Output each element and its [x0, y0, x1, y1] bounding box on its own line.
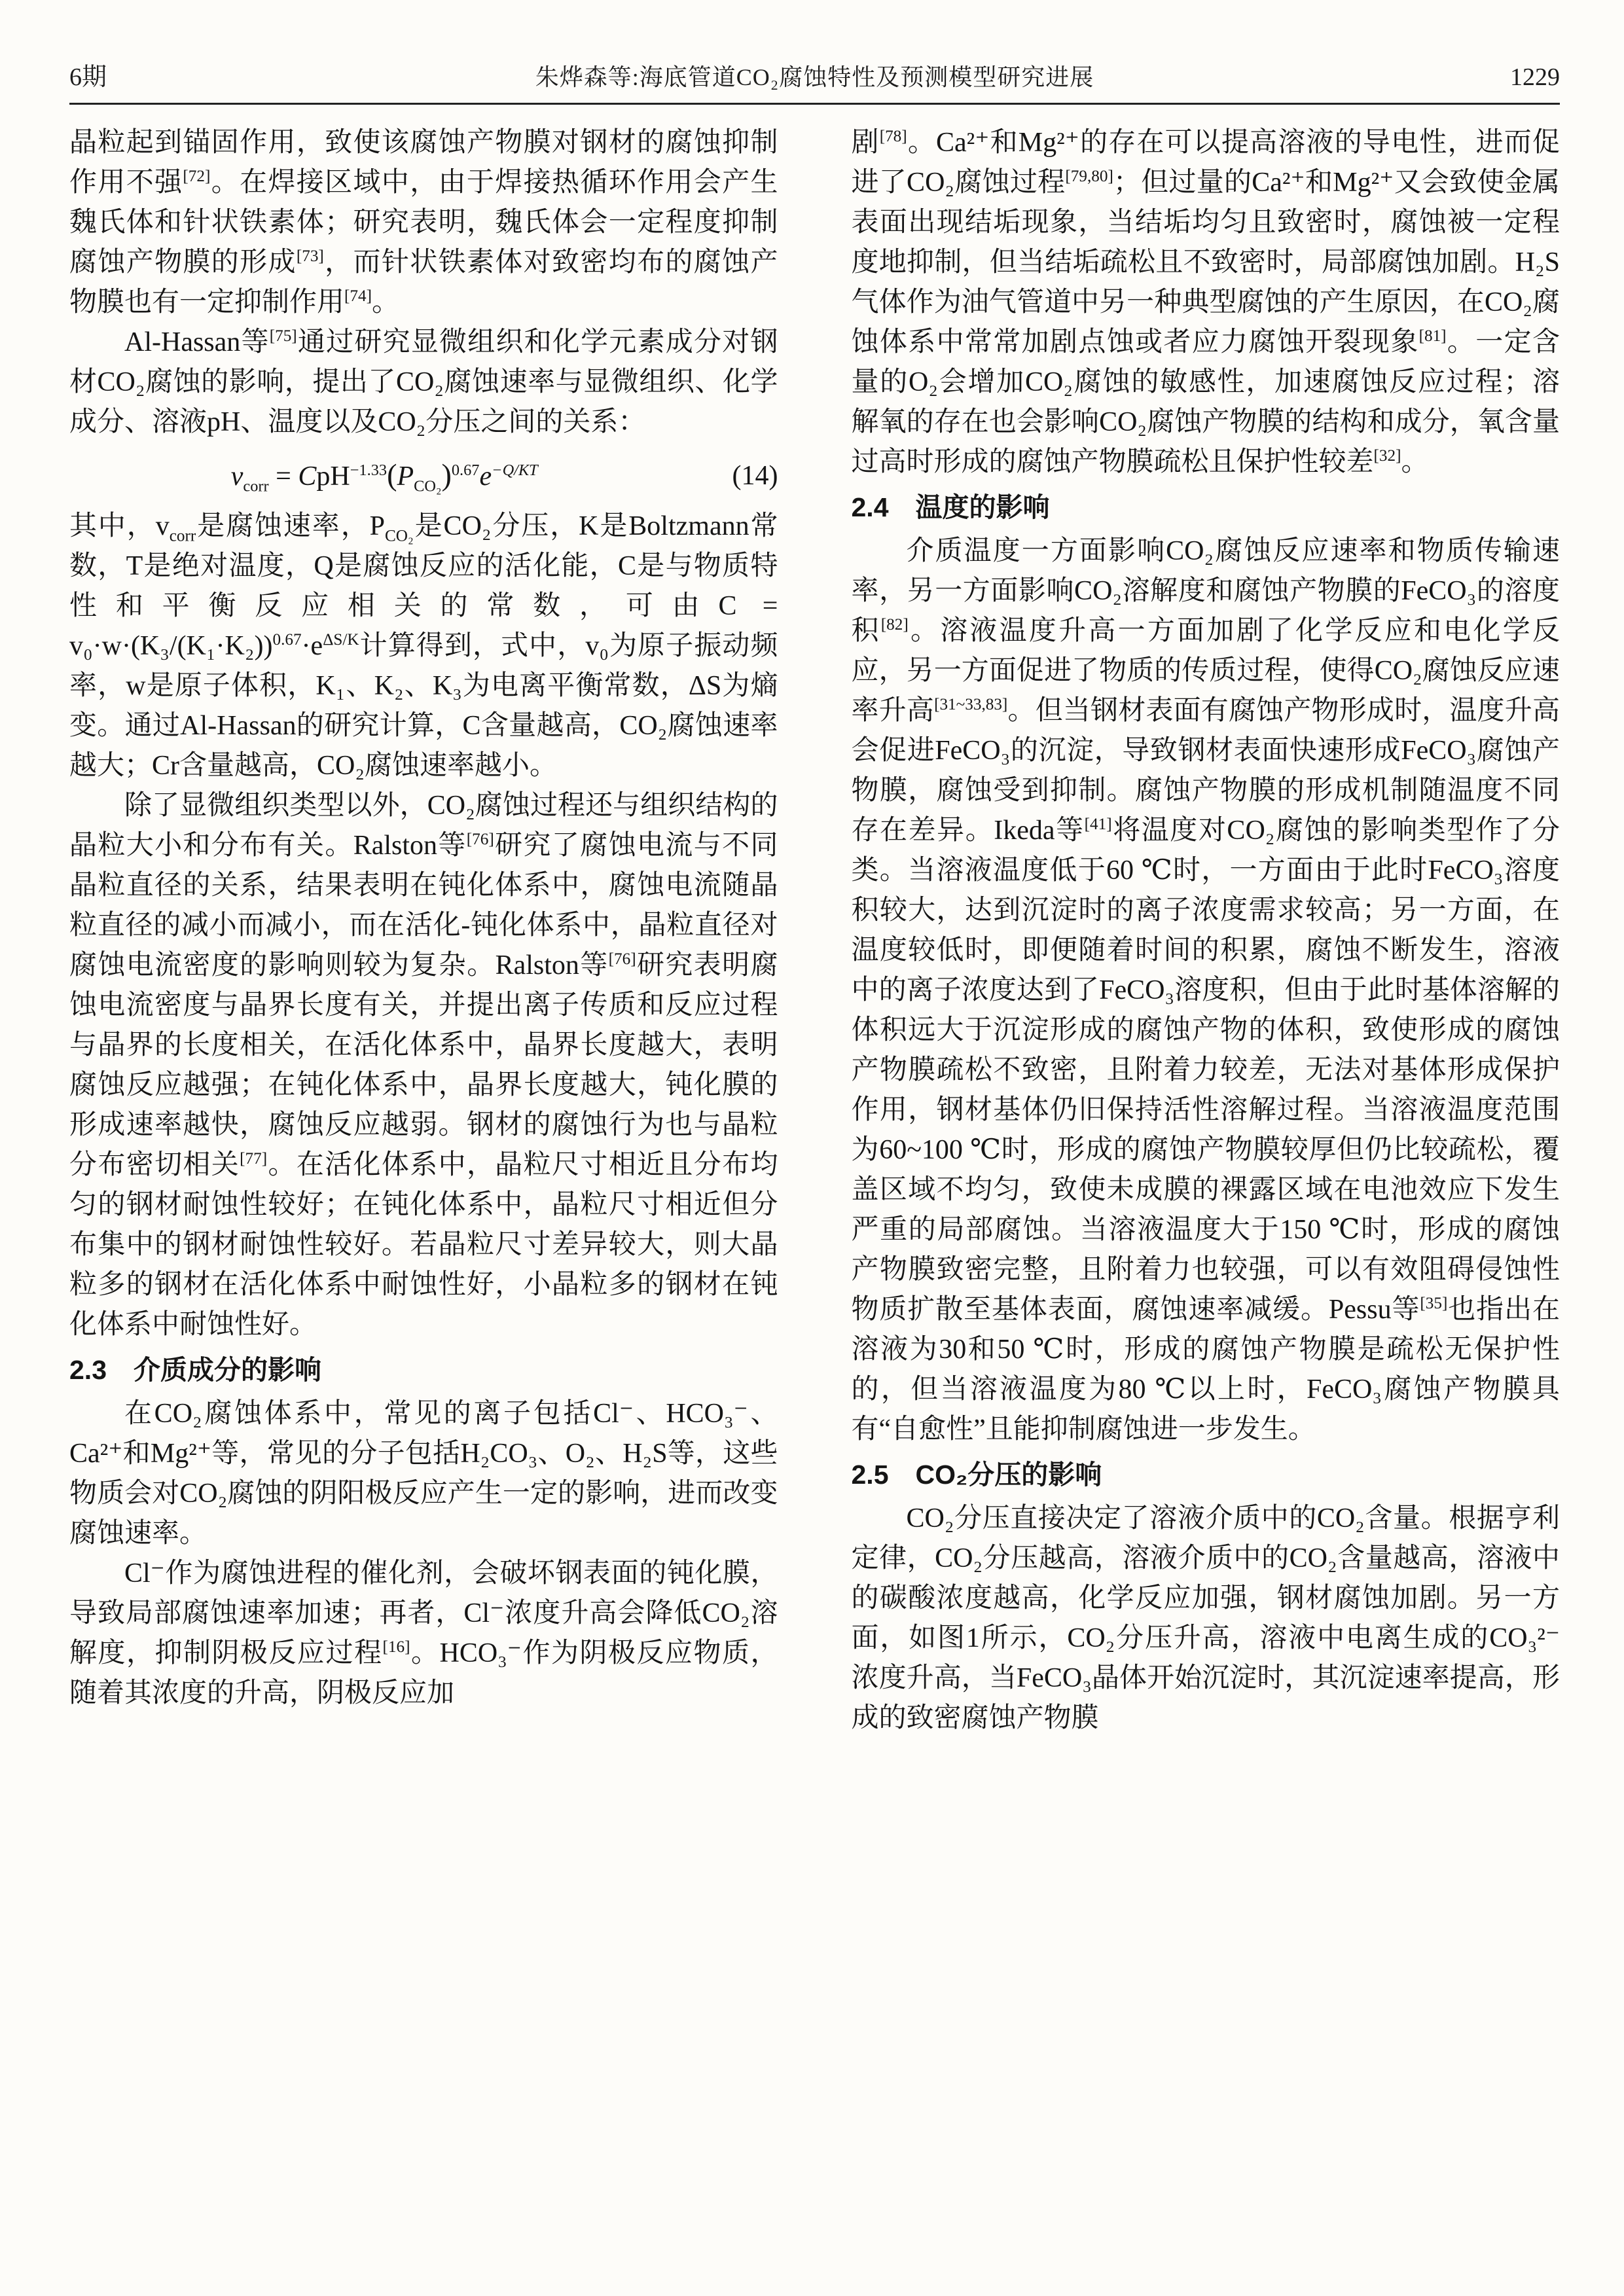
- section-heading-2-5: 2.5 CO₂分压的影响: [851, 1460, 1102, 1490]
- running-title: 朱烨森等:海底管道CO₂腐蚀特性及预测模型研究进展: [535, 64, 1094, 90]
- paragraph: 剧[78]。Ca²⁺和Mg²⁺的存在可以提高溶液的导电性，进而促进了CO₂腐蚀过程[79,80]；但过量的Ca²⁺和Mg²⁺又会致使金属表面出现结垢现象，当结垢均匀且致密时，腐蚀被一定程度地抑制，但当结垢疏松且不致密时，局部腐蚀加剧。H₂S气体作为油气管道中另一种典型腐蚀的产生原因，在CO₂腐蚀体系中常常加剧点蚀或者应力腐蚀开裂现象[81]。一定含量的O₂会增加CO₂腐蚀的敏感性，加速腐蚀反应过程；溶解氧的存在也会影响CO₂腐蚀产物膜的结构和成分，氧含量过高时形成的腐蚀产物膜疏松且保护性较差[32]。: [851, 128, 1560, 477]
- eq-euler-exponent: −Q/KT: [492, 461, 538, 479]
- issue-number: 6期: [69, 63, 107, 91]
- paragraph: CO₂分压直接决定了溶液介质中的CO₂含量。根据亨利定律，CO₂分压越高，溶液介质中的CO₂含量越高，溶液中的碳酸浓度越高，化学反应加强，钢材腐蚀加剧。另一方面，如图1所示，CO₂分压升高，溶液中电离生成的CO₃²⁻浓度升高，当FeCO₃晶体开始沉淀时，其沉淀速率提高，形成的致密腐蚀产物膜: [851, 1503, 1560, 1733]
- equation-14: [69, 457, 778, 495]
- section-heading-2-3: 2.3 介质成分的影响: [69, 1355, 321, 1385]
- eq-ph-exponent: −1.33: [350, 461, 388, 479]
- eq-ph: pH: [316, 461, 350, 492]
- eq-pressure-symbol: P: [397, 461, 414, 492]
- paragraph: 介质温度一方面影响CO₂腐蚀反应速率和物质传输速率，另一方面影响CO₂溶解度和腐蚀产物膜的FeCO₃的溶度积[82]。溶液温度升高一方面加剧了化学反应和电化学反应，另一方面促进了物质的传质过程，使得CO₂腐蚀反应速率升高[31~33,83]。但当钢材表面有腐蚀产物形成时，温度升高会促进FeCO₃的沉淀，导致钢材表面快速形成FeCO₃腐蚀产物膜，腐蚀受到抑制。腐蚀产物膜的形成机制随温度不同存在差异。Ikeda等[41]将温度对CO₂腐蚀的影响类型作了分类。当溶液温度低于60 ℃时，一方面由于此时FeCO₃溶度积较大，达到沉淀时的离子浓度需求较高；另一方面，在温度较低时，即便随着时间的积累，腐蚀不断发生，溶液中的离子浓度达到了FeCO₃溶度积，但由于此时基体溶解的体积远大于沉淀形成的腐蚀产物的体积，致使形成的腐蚀产物膜疏松不致密，且附着力较差，无法对基体形成保护作用，钢材基体仍旧保持活性溶解过程。当溶液温度范围为60~100 ℃时，形成的腐蚀产物膜较厚但仍比较疏松，覆盖区域不均匀，致使未成膜的裸露区域在电池效应下发生严重的局部腐蚀。当溶液温度大于150 ℃时，形成的腐蚀产物膜致密完整，且附着力也较强，可以有效阻碍侵蚀性物质扩散至基体表面，腐蚀速率减缓。Pessu等[35]也指出在溶液为30和50 ℃时，形成的腐蚀产物膜是疏松无保护性的，但当溶液温度为80 ℃以上时，FeCO₃腐蚀产物膜具有“自愈性”且能抑制腐蚀进一步发生。: [851, 536, 1560, 1444]
- page-header: [69, 56, 1560, 92]
- equation-body: [69, 457, 700, 495]
- paragraph: Cl⁻作为腐蚀进程的催化剂，会破坏钢表面的钝化膜，导致局部腐蚀速率加速；再者，Cl⁻浓度升高会降低CO₂溶解度，抑制阴极反应过程[16]。HCO₃⁻作为阴极反应物质，随着其浓度的升高，阴极反应加: [69, 1558, 778, 1708]
- right-column: [852, 123, 1561, 1738]
- equation-number: (14): [732, 461, 778, 491]
- eq-pressure-sub: CO₂: [414, 477, 442, 495]
- eq-lhs-sub: corr: [243, 477, 269, 495]
- eq-equals: =: [268, 461, 298, 492]
- eq-coefficient: C: [298, 461, 317, 492]
- paragraph: 在CO₂腐蚀体系中，常见的离子包括Cl⁻、HCO₃⁻、Ca²⁺和Mg²⁺等，常见的分子包括H₂CO₃、O₂、H₂S等，这些物质会对CO₂腐蚀的阴阳极反应产生一定的影响，进而改变腐蚀速率。: [69, 1399, 778, 1549]
- two-column-body: [69, 123, 1560, 1738]
- header-rule: [69, 103, 1560, 105]
- eq-euler: e: [479, 461, 492, 492]
- eq-paren-close: ): [441, 458, 452, 492]
- section-heading-2-4: 2.4 温度的影响: [851, 492, 1050, 522]
- left-column: [69, 123, 778, 1738]
- page-number: 1229: [1510, 63, 1560, 91]
- eq-lhs: v: [230, 461, 244, 492]
- paragraph: 除了显微组织类型以外，CO₂腐蚀过程还与组织结构的晶粒大小和分布有关。Ralston等[76]研究了腐蚀电流与不同晶粒直径的关系，结果表明在钝化体系中，腐蚀电流随晶粒直径的减小而减小，而在活化-钝化体系中，晶粒直径对腐蚀电流密度的影响则较为复杂。Ralston等[76]研究表明腐蚀电流密度与晶界长度有关，并提出离子传质和反应过程与晶界的长度相关，在活化体系中，晶界长度越大，表明腐蚀反应越强；在钝化体系中，晶界长度越大，钝化膜的形成速率越快，腐蚀反应越弱。钢材的腐蚀行为也与晶粒分布密切相关[77]。在活化体系中，晶粒尺寸相近且分布均匀的钢材耐蚀性较好；在钝化体系中，晶粒尺寸相近但分布集中的钢材耐蚀性较好。若晶粒尺寸差异较大，则大晶粒多的钢材在活化体系中耐蚀性好，小晶粒多的钢材在钝化体系中耐蚀性好。: [69, 791, 778, 1340]
- eq-paren-open: (: [387, 458, 397, 492]
- paragraph: 晶粒起到锚固作用，致使该腐蚀产物膜对钢材的腐蚀抑制作用不强[72]。在焊接区域中，由于焊接热循环作用会产生魏氏体和针状铁素体；研究表明，魏氏体会一定程度抑制腐蚀产物膜的形成[73]，而针状铁素体对致密均布的腐蚀产物膜也有一定抑制作用[74]。: [69, 128, 778, 317]
- eq-pressure-exponent: 0.67: [451, 461, 480, 479]
- paragraph: 其中，$v_{corr}$是腐蚀速率，$P_{CO_2}$是CO₂分压，K是Boltzmann常数，T是绝对温度，Q是腐蚀反应的活化能，C是与物质特性和平衡反应相关的常数，可由$C = v_0\cdot w\cdot(K_3/(K_1\cdot K_2))^{0.67}\cdot e^{\Delta S/K}$计算得到，式中，v₀为原子振动频率，w是原子体积，K₁、K₂、K₃为电离平衡常数，ΔS为熵变。通过Al-Hassan的研究计算，C含量越高，CO₂腐蚀速率越大；Cr含量越高，CO₂腐蚀速率越小。: [69, 511, 778, 781]
- paragraph: Al-Hassan等[75]通过研究显微组织和化学元素成分对钢材CO₂腐蚀的影响，提出了CO₂腐蚀速率与显微组织、化学成分、溶液pH、温度以及CO₂分压之间的关系：: [69, 327, 778, 437]
